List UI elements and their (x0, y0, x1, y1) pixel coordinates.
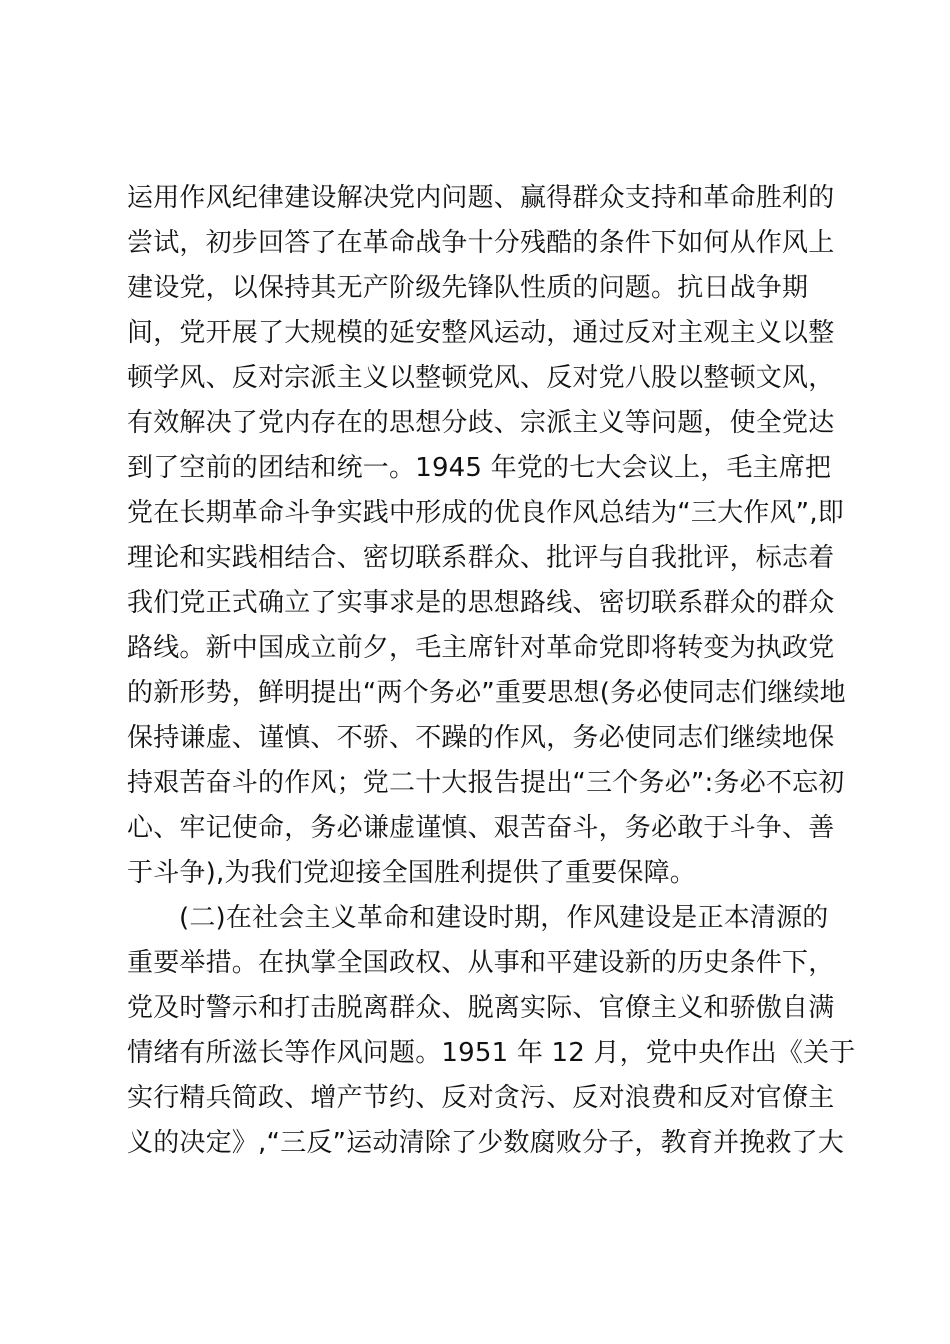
text-line: 义的决定》,“三反”运动清除了少数腐败分子，教育并挽救了大 (127, 1128, 845, 1158)
text-line: 路线。新中国成立前夕，毛主席针对革命党即将转变为执政党 (127, 633, 835, 663)
body-text (127, 176, 856, 1166)
text-line: 有效解决了党内存在的思想分歧、宗派主义等问题，使全党达 (127, 408, 835, 438)
text-line: 持艰苦奋斗的作风；党二十大报告提出“三个务必”:务必不忘初 (127, 768, 845, 798)
text-line: 我们党正式确立了实事求是的思想路线、密切联系群众的群众 (127, 588, 835, 618)
text-line: 心、牢记使命，务必谦虚谨慎、艰苦奋斗，务必敢于斗争、善 (127, 813, 835, 843)
text-line: 理论和实践相结合、密切联系群众、批评与自我批评，标志着 (127, 543, 835, 573)
text-line: 重要举措。在执掌全国政权、从事和平建设新的历史条件下， (127, 948, 835, 978)
text-line: 实行精兵简政、增产节约、反对贪污、反对浪费和反对官僚主 (127, 1083, 835, 1113)
text-line: 党在长期革命斗争实践中形成的优良作风总结为“三大作风”,即 (127, 498, 845, 528)
text-line: 建设党，以保持其无产阶级先锋队性质的问题。抗日战争期 (127, 273, 809, 303)
text-line: 情绪有所滋长等作风问题。1951 年 12 月，党中央作出《关于 (127, 1038, 856, 1068)
text-line: 到了空前的团结和统一。1945 年党的七大会议上，毛主席把 (127, 453, 832, 483)
text-line: 顿学风、反对宗派主义以整顿党风、反对党八股以整顿文风， (127, 363, 835, 393)
text-line: 于斗争),为我们党迎接全国胜利提供了重要保障。 (127, 858, 697, 888)
paragraph-start-line: (二)在社会主义革命和建设时期，作风建设是正本清源的 (179, 903, 829, 933)
text-line: 尝试，初步回答了在革命战争十分残酷的条件下如何从作风上 (127, 228, 835, 258)
text-line: 间，党开展了大规模的延安整风运动，通过反对主观主义以整 (127, 318, 835, 348)
text-line: 党及时警示和打击脱离群众、脱离实际、官僚主义和骄傲自满 (127, 993, 835, 1023)
text-line: 运用作风纪律建设解决党内问题、赢得群众支持和革命胜利的 (127, 183, 835, 213)
text-line: 的新形势，鲜明提出“两个务必”重要思想(务必使同志们继续地 (127, 678, 846, 708)
text-line: 保持谦虚、谨慎、不骄、不躁的作风，务必使同志们继续地保 (127, 723, 835, 753)
